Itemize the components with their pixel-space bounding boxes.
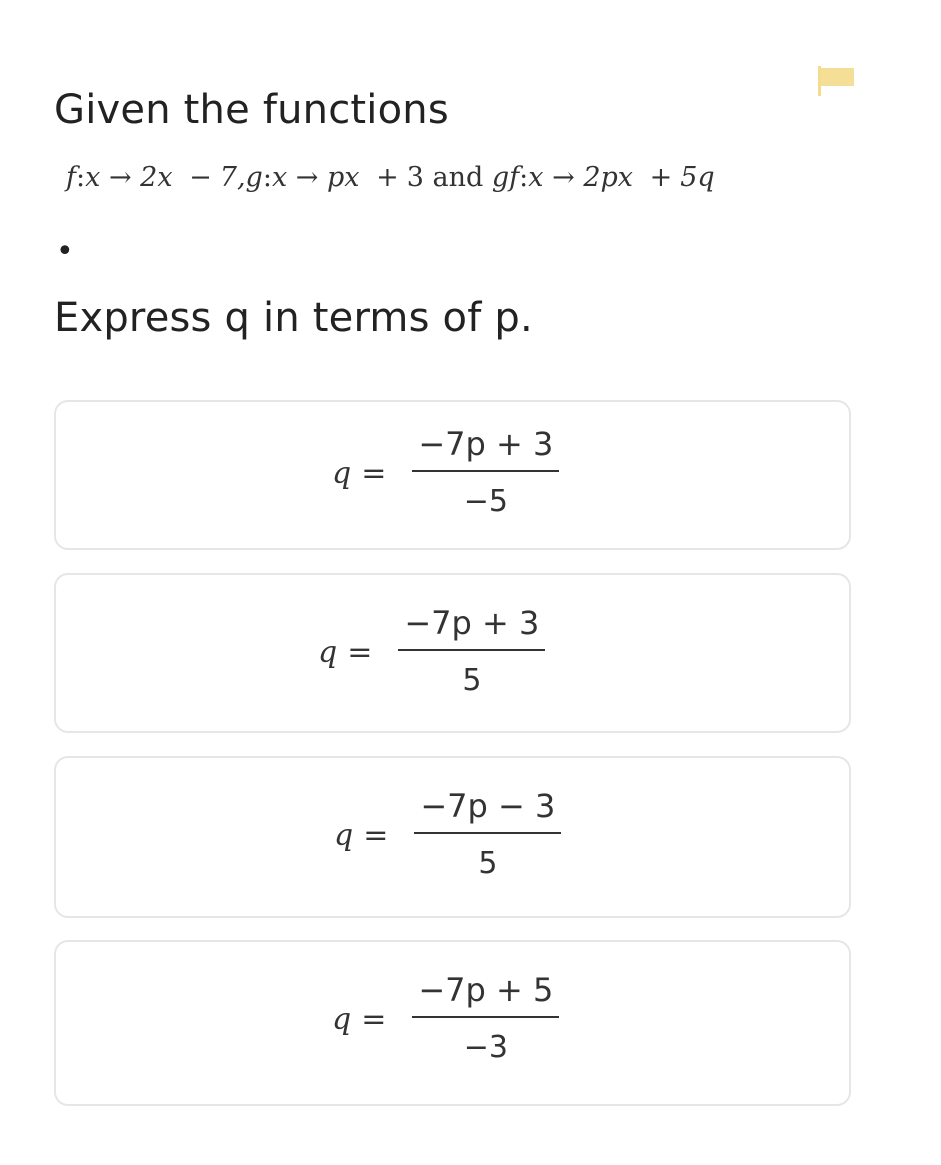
option-2-expression: [318, 603, 545, 701]
formula-g: g: [245, 162, 263, 193]
option-4-fraction: [412, 970, 559, 1068]
option-4-denominator: −3: [463, 1030, 508, 1065]
answer-option-1[interactable]: [54, 400, 851, 550]
formula-f: f: [66, 162, 76, 193]
formula-x: x: [271, 162, 288, 193]
formula-gf-constant: 5q: [680, 162, 715, 193]
question-text: Express q in terms of p.: [54, 295, 533, 341]
formula-minus: −: [189, 162, 212, 193]
flag-icon[interactable]: [816, 64, 856, 98]
option-1-denominator: −5: [463, 484, 508, 519]
option-1-numerator: −7p + 3: [418, 425, 554, 463]
formula-and: and: [432, 162, 484, 193]
answer-option-4[interactable]: [54, 940, 851, 1106]
formula-x: x: [85, 162, 101, 193]
option-4-numerator: −7p + 5: [418, 971, 554, 1009]
formula-arrow: →: [108, 162, 132, 193]
option-1-lhs: q =: [332, 455, 387, 491]
function-definitions: [66, 158, 715, 198]
option-4-expression: [332, 970, 559, 1068]
formula-gf: gf: [491, 162, 520, 193]
option-3-numerator: −7p − 3: [420, 787, 556, 825]
option-3-lhs: q =: [334, 817, 389, 853]
option-3-expression: [334, 786, 561, 884]
option-2-denominator: 5: [462, 663, 482, 698]
answer-option-2[interactable]: [54, 573, 851, 733]
formula-x: x: [528, 162, 544, 193]
formula-plus: +: [649, 162, 673, 193]
option-2-lhs: q =: [318, 634, 373, 670]
option-2-fraction: [398, 603, 545, 701]
option-4-lhs: q =: [332, 1001, 387, 1037]
formula-arrow: →: [552, 162, 575, 193]
formula-g-term: px: [327, 162, 360, 193]
formula-f-constant: 7,: [219, 162, 246, 193]
formula-colon: :: [76, 162, 86, 193]
option-1-fraction: [412, 424, 559, 522]
formula-f-term: 2x: [140, 162, 173, 193]
period-dot: •: [56, 234, 74, 269]
option-3-denominator: 5: [478, 846, 498, 881]
option-2-numerator: −7p + 3: [404, 604, 540, 642]
formula-colon: :: [519, 162, 529, 193]
answer-option-3[interactable]: [54, 756, 851, 918]
intro-text: Given the functions: [54, 87, 449, 133]
formula-arrow: →: [295, 162, 319, 193]
option-3-fraction: [414, 786, 561, 884]
formula-gf-term: 2px: [583, 162, 634, 193]
option-1-expression: [332, 424, 559, 522]
formula-colon: :: [262, 162, 272, 193]
formula-plus: +: [376, 162, 399, 193]
formula-g-constant: 3: [406, 162, 424, 193]
